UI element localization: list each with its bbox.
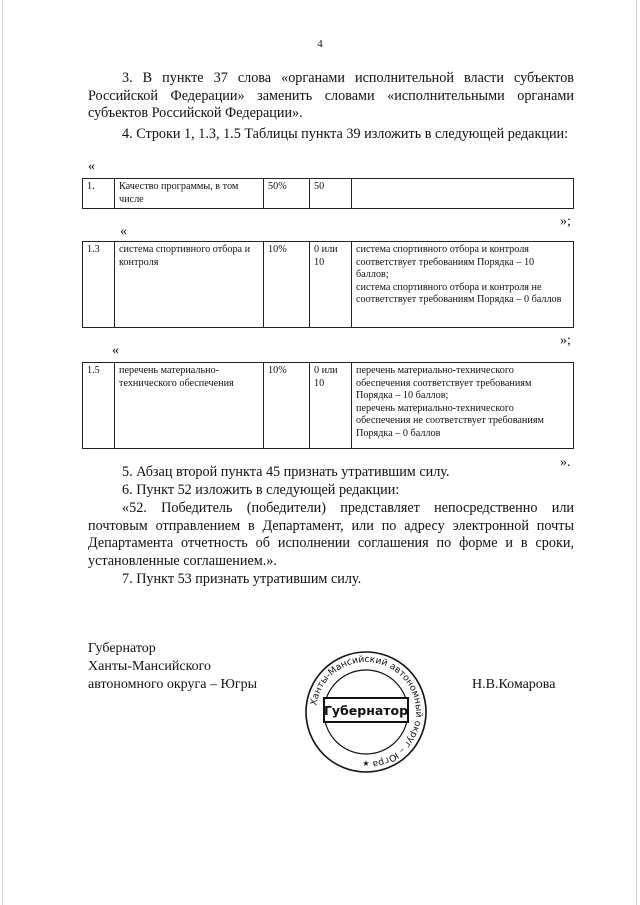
row-name: система спортивного отбора и контроля bbox=[115, 242, 264, 328]
row-number: 1. bbox=[83, 179, 115, 209]
criteria-pass: перечень материально-технического обеспечения соответствует требованиям Порядка – 10 баллов; bbox=[356, 365, 532, 402]
signatory-block bbox=[88, 640, 257, 694]
row-number: 1.5 bbox=[83, 363, 115, 449]
quote-close-1: »; bbox=[560, 214, 571, 229]
paragraph-7: 7. Пункт 53 признать утратившим силу. bbox=[122, 571, 362, 587]
paragraph-4: 4. Строки 1, 1.3, 1.5 Таблицы пункта 39 изложить в следующей редакции: bbox=[122, 126, 569, 142]
stamp-center-text: Губернатор bbox=[323, 703, 409, 718]
table-row-1-5 bbox=[82, 362, 574, 449]
row-weight: 50% bbox=[264, 179, 310, 209]
governor-stamp bbox=[302, 648, 430, 776]
row-name: Качество программы, в том числе bbox=[115, 179, 264, 209]
paragraph-5: 5. Абзац второй пункта 45 признать утратившим силу. bbox=[122, 464, 450, 480]
stamp-ring-text: Ханты-Мансийский автономный округ – Югра bbox=[308, 653, 425, 770]
page-number: 4 bbox=[317, 38, 323, 50]
paragraph-6: 6. Пункт 52 изложить в следующей редакции: bbox=[122, 482, 400, 498]
quote-close-2: »; bbox=[560, 333, 571, 348]
quote-open-1: « bbox=[88, 159, 95, 174]
scan-edge-left bbox=[2, 0, 3, 905]
criteria-pass: система спортивного отбора и контроля соответствует требованиям Порядка – 10 баллов; bbox=[356, 244, 535, 281]
paragraph-3: 3. В пункте 37 слова «органами исполнительной власти субъектов Российской Федерации» заменить словами «исполнительными органами субъектов Российской Федерации». bbox=[88, 70, 574, 121]
row-criteria bbox=[352, 363, 574, 449]
row-criteria bbox=[352, 179, 574, 209]
row-points: 0 или 10 bbox=[310, 363, 352, 449]
table-row-1-3 bbox=[82, 241, 574, 328]
paragraph-6-quote: «52. Победитель (победители) представляет непосредственно или почтовым отправлением в Департамент, или по адресу электронной почты Департамента отчетность об исполнении соглашения по форме и в сроки, установленные соглашением.». bbox=[88, 500, 574, 569]
row-criteria bbox=[352, 242, 574, 328]
table-row-1 bbox=[82, 178, 574, 209]
signatory-title: Губернатор bbox=[88, 641, 156, 656]
row-number: 1.3 bbox=[83, 242, 115, 328]
row-points: 0 или 10 bbox=[310, 242, 352, 328]
row-points: 50 bbox=[310, 179, 352, 209]
signatory-region: Ханты-Мансийского bbox=[88, 659, 212, 674]
row-weight: 10% bbox=[264, 242, 310, 328]
quote-open-2: « bbox=[120, 224, 127, 239]
quote-close-3: ». bbox=[560, 455, 571, 470]
quote-open-3: « bbox=[112, 343, 119, 358]
scan-edge-right bbox=[636, 0, 637, 905]
criteria-fail: перечень материально-технического обеспечения не соответствует требованиям Порядка – 0 баллов bbox=[356, 402, 544, 439]
signatory-name: Н.В.Комарова bbox=[472, 677, 556, 692]
row-weight: 10% bbox=[264, 363, 310, 449]
row-name: перечень материально-технического обеспечения bbox=[115, 363, 264, 449]
stamp-star-icon: ★ bbox=[362, 759, 370, 768]
signatory-region-2: автономного округа – Югры bbox=[88, 677, 257, 692]
criteria-fail: система спортивного отбора и контроля не соответствует требованиям Порядка – 0 баллов bbox=[356, 281, 562, 306]
